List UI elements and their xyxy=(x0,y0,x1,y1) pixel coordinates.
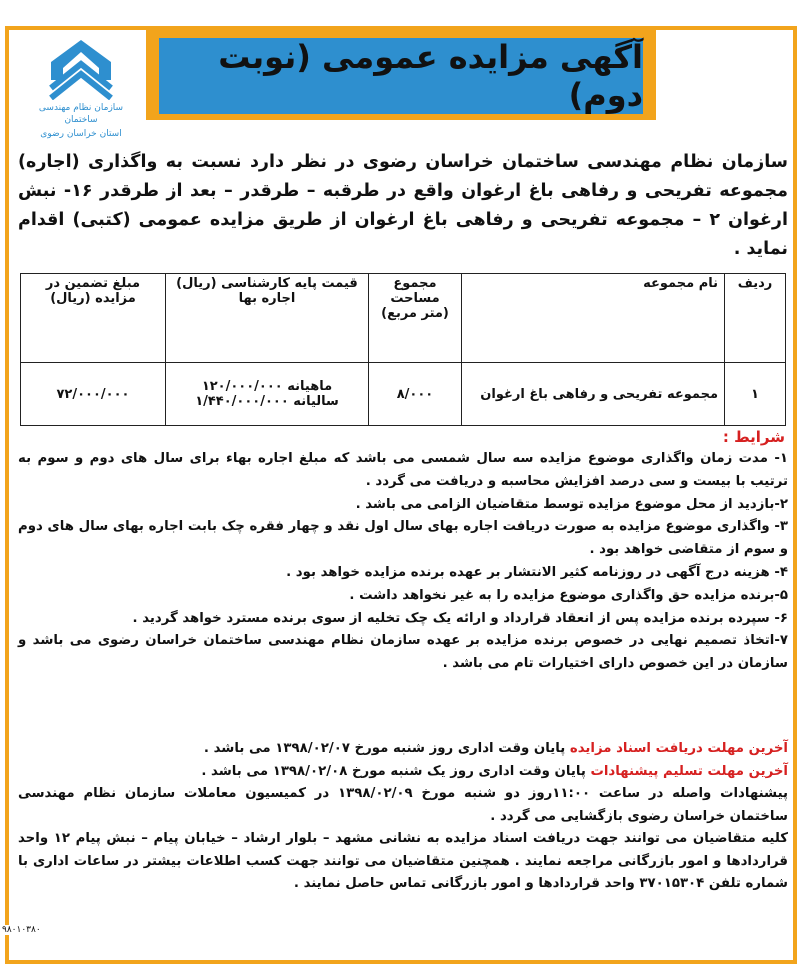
building-logo-icon xyxy=(41,40,121,100)
address-info: کلیه متقاضیان می توانند جهت دریافت اسناد مزایده به نشانی مشهد – بلوار ارشاد – خیابان پیام – نبش پیام ۱۲ واحد قراردادها و امور بازرگانی مراجعه نمایند . همچنین متقاضیان می توانند جهت کسب اطلاعات بیشتر در ساعات اداری با شماره تلفن ۳۷۰۱۵۳۰۴ واحد قراردادها و امور بازرگانی تماس حاصل نمایند . xyxy=(18,831,788,891)
opening-info: پیشنهادات واصله در ساعت ۱۱:۰۰روز دو شنبه مورخ ۱۳۹۸/۰۲/۰۹ در کمیسیون معاملات سازمان نظام مهندسی ساختمان خراسان رضوی بازگشایی می گردد . xyxy=(18,786,789,824)
cell-name: مجموعه تفریحی و رفاهی باغ ارغوان xyxy=(462,363,725,426)
title-box xyxy=(159,38,643,114)
auction-table xyxy=(20,273,786,426)
header-deposit: مبلغ تضمین در مزایده (ریال) xyxy=(21,274,166,363)
price-yearly: سالیانه ۱/۴۴۰/۰۰۰/۰۰۰ xyxy=(195,394,339,409)
header-area: مجموع مساحت (متر مربع) xyxy=(369,274,462,363)
condition-item: ۳- واگذاری موضوع مزایده به صورت دریافت اجاره بهای سال اول نقد و چهار فقره چک بابت اجاره بهای سال های دوم و سوم از متقاضی خواهد بود . xyxy=(18,519,788,558)
cell-price xyxy=(166,363,369,426)
offers-deadline-label: آخرین مهلت تسلیم پیشنهادات xyxy=(590,763,788,779)
organization-logo xyxy=(26,40,136,140)
docs-deadline-text: پایان وقت اداری روز شنبه مورخ ۱۳۹۸/۰۲/۰۷ می باشد . xyxy=(203,741,570,756)
docs-deadline xyxy=(18,738,788,761)
offers-deadline xyxy=(18,761,788,784)
ad-code: ۹۸۰۱۰۳۸۰ xyxy=(2,925,41,935)
condition-item: ۶- سپرده برنده مزایده پس از انعقاد قرارداد و ارائه یک چک تخلیه از سوی برنده مسترد خواهد گردید . xyxy=(132,610,788,626)
price-monthly: ماهیانه ۱۲۰/۰۰۰/۰۰۰ xyxy=(201,379,333,394)
header-row-number: ردیف xyxy=(725,274,786,363)
condition-item: ۴- هزینه درج آگهی در روزنامه کثیر الانتشار بر عهده برنده مزایده خواهد بود . xyxy=(286,564,788,580)
header-price: قیمت پایه کارشناسی (ریال) اجاره بها xyxy=(166,274,369,363)
cell-row-number: ۱ xyxy=(725,363,786,426)
condition-item: ۵-برنده مزایده حق واگذاری موضوع مزایده را به غیر نخواهد داشت . xyxy=(349,587,788,603)
cell-deposit: ۷۲/۰۰۰/۰۰۰ xyxy=(21,363,166,426)
table-row xyxy=(21,363,786,426)
condition-item: ۷-اتخاذ تصمیم نهایی در خصوص برنده مزایده بر عهده سازمان نظام مهندسی ساختمان خراسان رضوی می باشد و سازمان در این خصوص دارای اختیارات تام می باشد . xyxy=(18,633,788,672)
conditions-title: شرایط : xyxy=(722,428,785,446)
docs-deadline-label: آخرین مهلت دریافت اسناد مزایده xyxy=(569,741,788,756)
logo-text-line2: استان خراسان رضوی xyxy=(40,129,122,139)
ad-title: آگهی مزایده عمومی (نوبت دوم) xyxy=(218,38,643,114)
header-name: نام مجموعه xyxy=(462,274,725,363)
logo-text-line1: سازمان نظام مهندسی ساختمان xyxy=(38,103,124,125)
conditions-list xyxy=(18,448,788,676)
intro-paragraph: سازمان نظام مهندسی ساختمان خراسان رضوی در نظر دارد نسبت به واگذاری (اجاره) مجموعه تفریحی و رفاهی باغ ارغوان واقع در طرقبه – طرقدر – بعد از طرقدر ۱۶- نبش ارغوان ۲ – مجموعه تفریحی و رفاهی باغ ارغوان از طریق مزایده عمومی (کتبی) اقدام نماید . xyxy=(18,152,789,259)
offers-deadline-text: پایان وقت اداری روز یک شنبه مورخ ۱۳۹۸/۰۲/۰۸ می باشد . xyxy=(201,763,591,779)
condition-item: ۲-بازدید از محل موضوع مزایده توسط متقاضیان الزامی می باشد . xyxy=(355,496,788,512)
cell-area: ۸/۰۰۰ xyxy=(369,363,462,426)
table-header-row xyxy=(21,274,786,363)
condition-item: ۱- مدت زمان واگذاری موضوع مزایده سه سال شمسی می باشد که مبلغ اجاره بهاء برای سال های دوم و سوم به ترتیب با بیست و سی درصد افزایش محاسبه و دریافت می گردد . xyxy=(18,451,788,489)
deadlines-section xyxy=(18,738,788,896)
